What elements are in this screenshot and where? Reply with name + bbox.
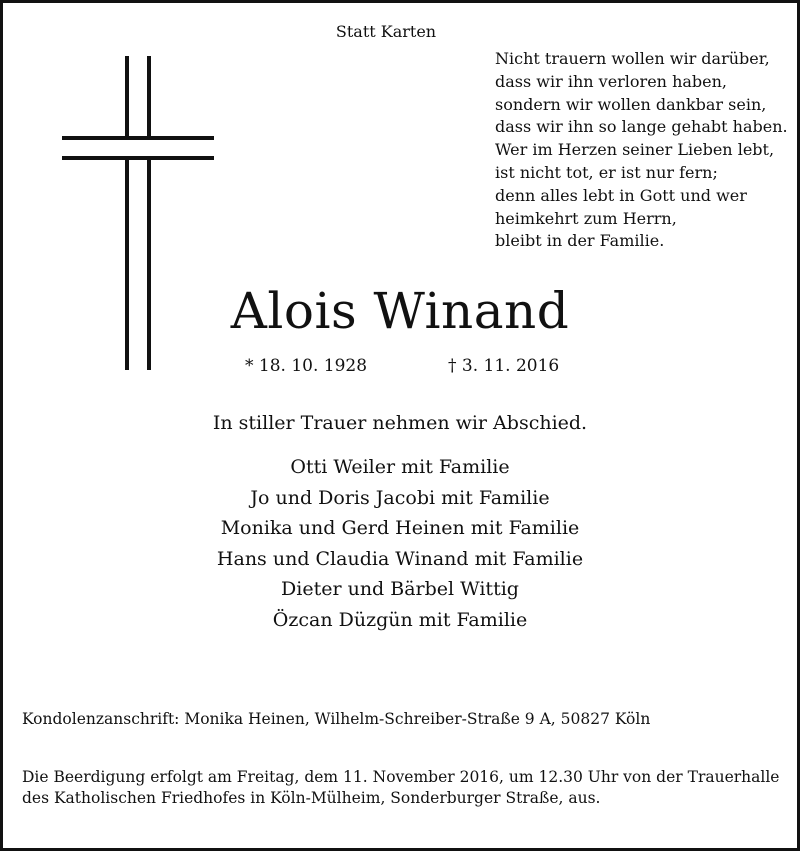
statt-karten: Statt Karten xyxy=(335,22,437,41)
family-member: Dieter und Bärbel Wittig xyxy=(281,578,519,600)
poem-line: denn alles lebt in Gott und wer xyxy=(495,185,747,205)
family-member: Otti Weiler mit Familie xyxy=(290,456,510,478)
poem-line: sondern wir wollen dankbar sein, xyxy=(495,94,767,114)
poem-line: Wer im Herzen seiner Lieben lebt, xyxy=(495,140,775,160)
funeral-info xyxy=(22,767,779,809)
poem-line: dass wir ihn verloren haben, xyxy=(495,71,728,91)
death-date: † 3. 11. 2016 xyxy=(448,356,560,376)
birth-date: * 18. 10. 1928 xyxy=(245,356,368,376)
poem-line: bleibt in der Familie. xyxy=(495,231,665,251)
mourning-text: In stiller Trauer nehmen wir Abschied. xyxy=(212,412,588,434)
family-member: Hans und Claudia Winand mit Familie xyxy=(216,547,584,570)
family-member: Özcan Düzgün mit Familie xyxy=(272,608,528,631)
family-member: Jo und Doris Jacobi mit Familie xyxy=(250,486,550,509)
condolence-address: Kondolenzanschrift: Monika Heinen, Wilhelm-Schreiber-Straße 9 A, 50827 Köln xyxy=(22,710,651,728)
funeral-line: Die Beerdigung erfolgt am Freitag, dem 11. November 2016, um 12.30 Uhr von der Trauerhalle xyxy=(22,768,780,786)
poem xyxy=(495,48,788,253)
poem-line: ist nicht tot, er ist nur fern; xyxy=(495,162,718,182)
poem-line: Nicht trauern wollen wir darüber, xyxy=(495,49,770,68)
deceased-name: Alois Winand xyxy=(230,282,570,340)
family-list xyxy=(0,452,800,635)
poem-line: dass wir ihn so lange gehabt haben. xyxy=(495,117,788,137)
poem-line: heimkehrt zum Herrn, xyxy=(495,208,677,228)
family-member: Monika und Gerd Heinen mit Familie xyxy=(220,517,580,539)
funeral-line: des Katholischen Friedhofes in Köln-Mülheim, Sonderburger Straße, aus. xyxy=(22,789,601,807)
